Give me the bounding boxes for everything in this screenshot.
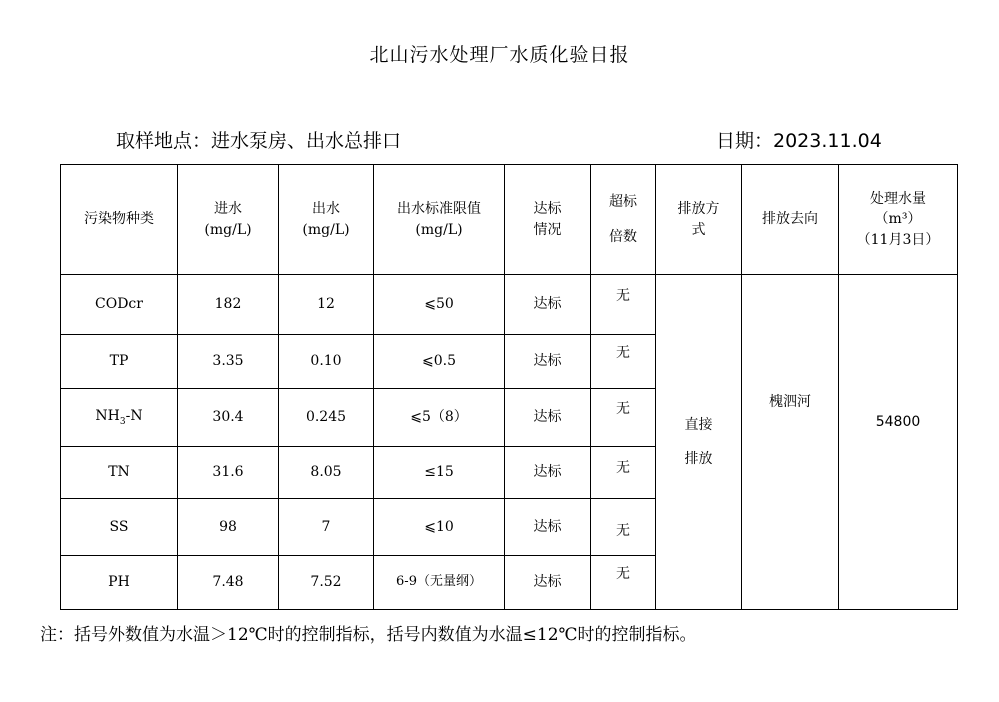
exceed-multiple: 无 xyxy=(591,275,656,335)
pollutant-name: SS xyxy=(61,499,178,556)
inflow-value: 31.6 xyxy=(178,447,279,499)
header-volume: 处理水量 （m³） （11月3日） xyxy=(839,165,958,275)
water-quality-table xyxy=(60,164,958,610)
outflow-value: 7.52 xyxy=(279,556,374,610)
exceed-multiple: 无 xyxy=(591,499,656,556)
outflow-value: 0.10 xyxy=(279,335,374,389)
exceed-multiple: 无 xyxy=(591,389,656,447)
limit-value: 6-9（无量纲） xyxy=(374,556,505,610)
outflow-value: 12 xyxy=(279,275,374,335)
exceed-multiple: 无 xyxy=(591,447,656,499)
table-row xyxy=(61,275,958,335)
inflow-value: 7.48 xyxy=(178,556,279,610)
compliance-status: 达标 xyxy=(505,335,591,389)
limit-value: ⩽5（8） xyxy=(374,389,505,447)
pollutant-name: TN xyxy=(61,447,178,499)
pollutant-name: CODcr xyxy=(61,275,178,335)
header-compliance: 达标 情况 xyxy=(505,165,591,275)
inflow-value: 182 xyxy=(178,275,279,335)
limit-value: ⩽0.5 xyxy=(374,335,505,389)
header-inflow: 进水 (mg/L) xyxy=(178,165,279,275)
outflow-value: 7 xyxy=(279,499,374,556)
outflow-value: 8.05 xyxy=(279,447,374,499)
table-header-row xyxy=(61,165,958,275)
compliance-status: 达标 xyxy=(505,447,591,499)
limit-value: ⩽50 xyxy=(374,275,505,335)
compliance-status: 达标 xyxy=(505,556,591,610)
compliance-status: 达标 xyxy=(505,275,591,335)
pollutant-name: $NH_3-N$ xyxy=(61,389,178,447)
header-pollutant: 污染物种类 xyxy=(61,165,178,275)
discharge-method: 直接 排放 xyxy=(656,275,742,610)
header-discharge-method: 排放方 式 xyxy=(656,165,742,275)
header-exceed: 超标 倍数 xyxy=(591,165,656,275)
header-limit: 出水标准限值 (mg/L) xyxy=(374,165,505,275)
treated-volume: 54800 xyxy=(839,275,958,610)
outflow-value: 0.245 xyxy=(279,389,374,447)
inflow-value: 30.4 xyxy=(178,389,279,447)
compliance-status: 达标 xyxy=(505,389,591,447)
exceed-multiple: 无 xyxy=(591,335,656,389)
report-title: 北山污水处理厂水质化验日报 xyxy=(369,44,630,66)
sampling-location: 取样地点：进水泵房、出水总排口 xyxy=(116,130,402,152)
compliance-status: 达标 xyxy=(505,499,591,556)
header-discharge-destination: 排放去向 xyxy=(742,165,839,275)
inflow-value: 98 xyxy=(178,499,279,556)
discharge-destination: 槐泗河 xyxy=(742,275,839,610)
header-outflow: 出水 (mg/L) xyxy=(279,165,374,275)
report-date: 日期：2023.11.04 xyxy=(716,130,882,152)
footnote: 注：括号外数值为水温＞12℃时的控制指标，括号内数值为水温≤12℃时的控制指标。 xyxy=(40,625,697,645)
pollutant-name: TP xyxy=(61,335,178,389)
exceed-multiple: 无 xyxy=(591,556,656,610)
inflow-value: 3.35 xyxy=(178,335,279,389)
limit-value: ≤15 xyxy=(374,447,505,499)
limit-value: ⩽10 xyxy=(374,499,505,556)
pollutant-name: PH xyxy=(61,556,178,610)
